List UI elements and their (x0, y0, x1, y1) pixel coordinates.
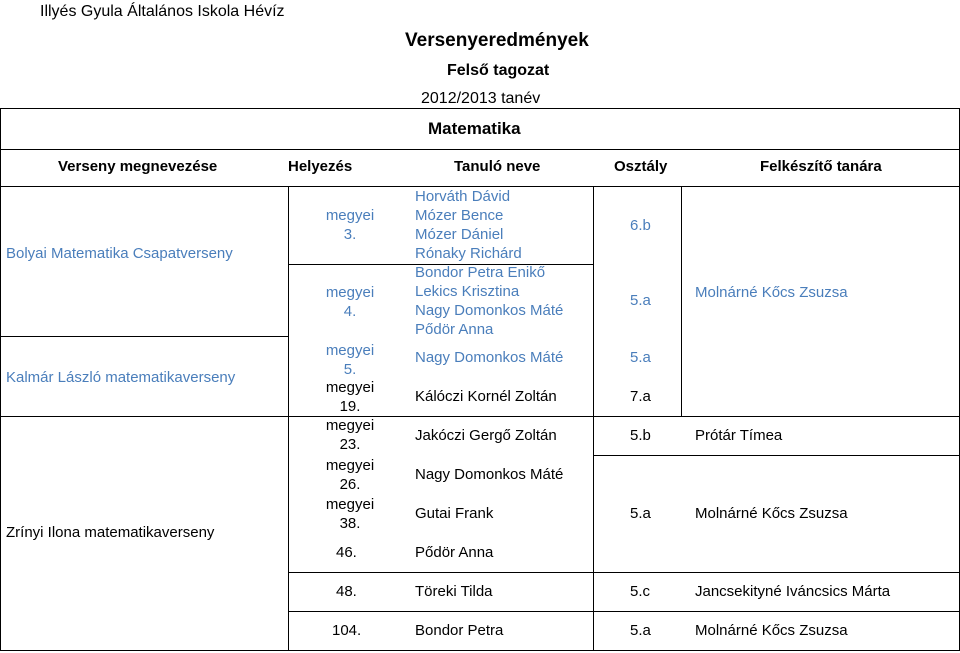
student-cell: Nagy Domonkos Máté (415, 466, 564, 483)
place-cell: megyei 3. (325, 207, 375, 243)
place-cell: 46. (336, 544, 357, 561)
student-cell: Nagy Domonkos Máté (415, 349, 564, 366)
class-cell: 5.a (630, 622, 651, 639)
student-cell: Kálóczi Kornél Zoltán (415, 388, 557, 405)
student-cell: Pődör Anna (415, 544, 494, 561)
place-cell: megyei 23. (325, 417, 375, 453)
teacher-cell: Prótár Tímea (695, 427, 783, 444)
place-cell: 104. (332, 622, 362, 639)
place-cell: megyei 26. (325, 457, 375, 493)
competition-name: Bolyai Matematika Csapatverseny (6, 245, 233, 262)
student-cell: Bondor Petra (415, 622, 504, 639)
student-cell: Jakóczi Gergő Zoltán (415, 427, 557, 444)
teacher-cell: Molnárné Kőcs Zsuzsa (695, 505, 848, 522)
subject-title: Matematika (428, 119, 521, 138)
competition-name: Kalmár László matematikaverseny (6, 369, 236, 386)
teacher-cell: Molnárné Kőcs Zsuzsa (695, 284, 848, 301)
student-cell: Horváth Dávid Mózer Bence Mózer Dániel Rónaky Richárd (415, 188, 522, 262)
page-title: Versenyeredmények (405, 30, 589, 51)
student-cell: Gutai Frank (415, 505, 494, 522)
column-header-teacher: Felkészítő tanára (760, 158, 882, 175)
class-cell: 6.b (630, 217, 651, 234)
place-cell: megyei 4. (325, 284, 375, 320)
class-cell: 5.c (630, 583, 651, 600)
column-header-place: Helyezés (288, 158, 353, 175)
class-cell: 5.a (630, 349, 651, 366)
column-header-competition: Verseny megnevezése (58, 158, 218, 175)
class-cell: 5.a (630, 292, 651, 309)
class-cell: 5.a (630, 505, 651, 522)
place-cell: megyei 5. (325, 342, 375, 378)
class-cell: 5.b (630, 427, 651, 444)
place-cell: 48. (336, 583, 357, 600)
place-cell: megyei 19. (325, 379, 375, 415)
teacher-cell: Jancsekityné Iváncsics Márta (695, 583, 891, 600)
competition-name: Zrínyi Ilona matematikaverseny (6, 524, 215, 541)
school-year: 2012/2013 tanév (421, 90, 541, 107)
student-cell: Bondor Petra Enikő Lekics Krisztina Nagy Domonkos Máté Pődör Anna (415, 264, 564, 338)
place-cell: megyei 38. (325, 496, 375, 532)
class-cell: 7.a (630, 388, 651, 405)
teacher-cell: Molnárné Kőcs Zsuzsa (695, 622, 848, 639)
column-header-class: Osztály (614, 158, 668, 175)
student-cell: Töreki Tilda (415, 583, 493, 600)
school-name: Illyés Gyula Általános Iskola Hévíz (40, 3, 285, 20)
column-header-student: Tanuló neve (454, 158, 541, 175)
level-label: Felső tagozat (447, 62, 550, 79)
